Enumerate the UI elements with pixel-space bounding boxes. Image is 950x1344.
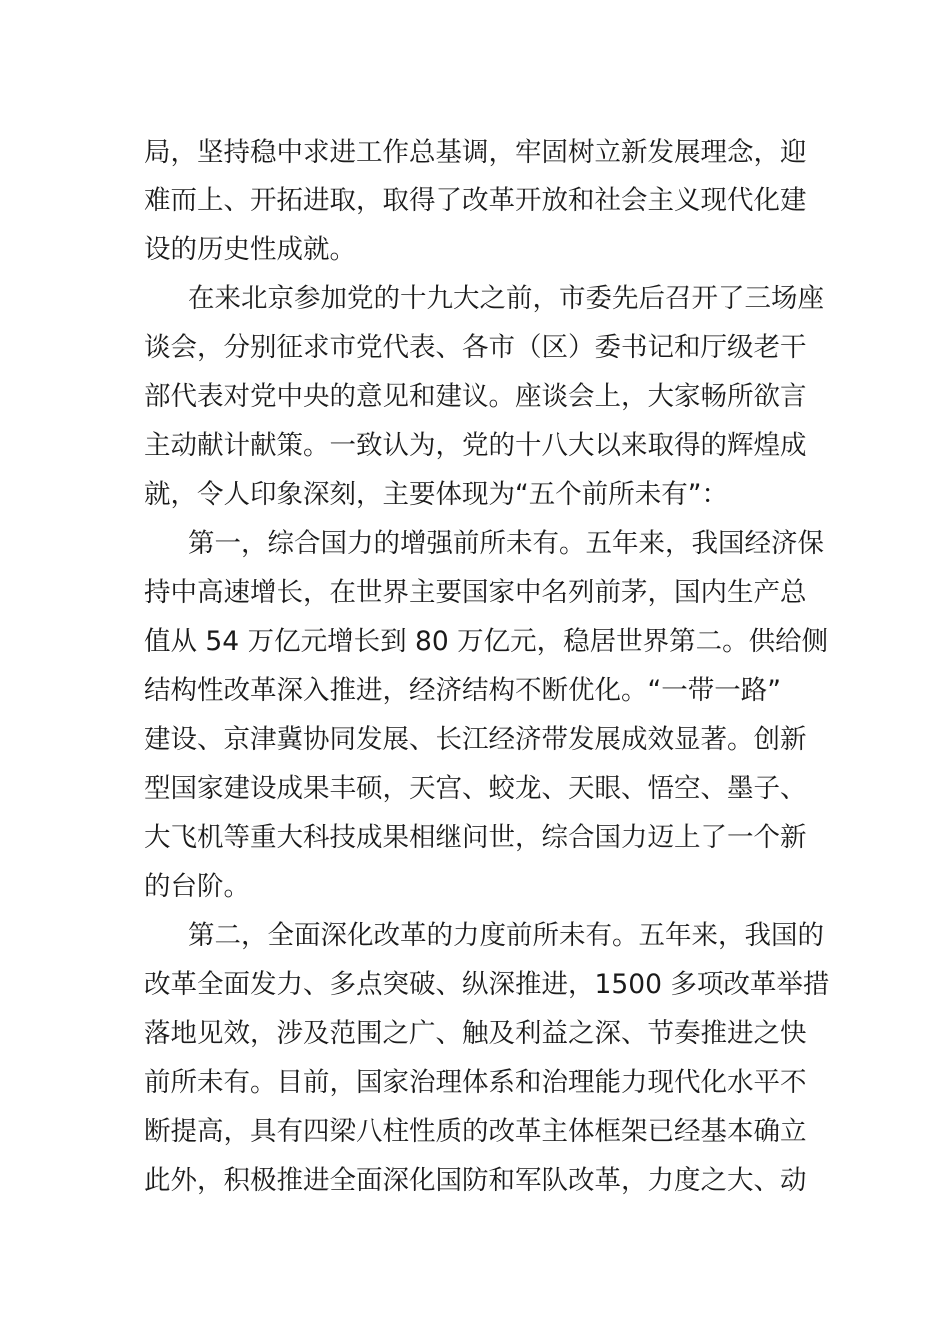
- text-line: 设的历史性成就。: [144, 234, 356, 265]
- text-line: 断提高，具有四梁八柱性质的改革主体框架已经基本确立: [144, 1116, 807, 1147]
- text-line: 在来北京参加党的十九大之前，市委先后召开了三场座: [188, 283, 824, 314]
- text-line: 值从 54 万亿元增长到 80 万亿元，稳居世界第二。供给侧: [144, 626, 829, 657]
- text-line: 谈会，分别征求市党代表、各市（区）委书记和厅级老干: [144, 332, 807, 363]
- text-line: 结构性改革深入推进，经济结构不断优化。“一带一路”: [144, 675, 781, 706]
- text-line: 建设、京津冀协同发展、长江经济带发展成效显著。创新: [144, 724, 807, 755]
- text-line: 持中高速增长，在世界主要国家中名列前茅，国内生产总: [144, 577, 807, 608]
- text-line: 的台阶。: [144, 871, 250, 902]
- text-line: 主动献计献策。一致认为，党的十八大以来取得的辉煌成: [144, 430, 807, 461]
- text-line: 第二，全面深化改革的力度前所未有。五年来，我国的: [188, 920, 824, 951]
- text-line: 就，令人印象深刻，主要体现为“五个前所未有”：: [144, 479, 728, 510]
- text-line: 局，坚持稳中求进工作总基调，牢固树立新发展理念，迎: [144, 137, 807, 168]
- text-line: 部代表对党中央的意见和建议。座谈会上，大家畅所欲言: [144, 381, 807, 412]
- text-line: 大飞机等重大科技成果相继问世，综合国力迈上了一个新: [144, 822, 807, 853]
- text-line: 前所未有。目前，国家治理体系和治理能力现代化水平不: [144, 1067, 807, 1098]
- text-line: 落地见效，涉及范围之广、触及利益之深、节奏推进之快: [144, 1018, 807, 1049]
- text-line: 改革全面发力、多点突破、纵深推进，1500 多项改革举措: [144, 969, 830, 1000]
- text-line: 此外，积极推进全面深化国防和军队改革，力度之大、动: [144, 1165, 807, 1196]
- text-line: 难而上、开拓进取，取得了改革开放和社会主义现代化建: [144, 185, 807, 216]
- text-line: 型国家建设成果丰硕，天宫、蛟龙、天眼、悟空、墨子、: [144, 773, 807, 804]
- text-line: 第一，综合国力的增强前所未有。五年来，我国经济保: [188, 528, 824, 559]
